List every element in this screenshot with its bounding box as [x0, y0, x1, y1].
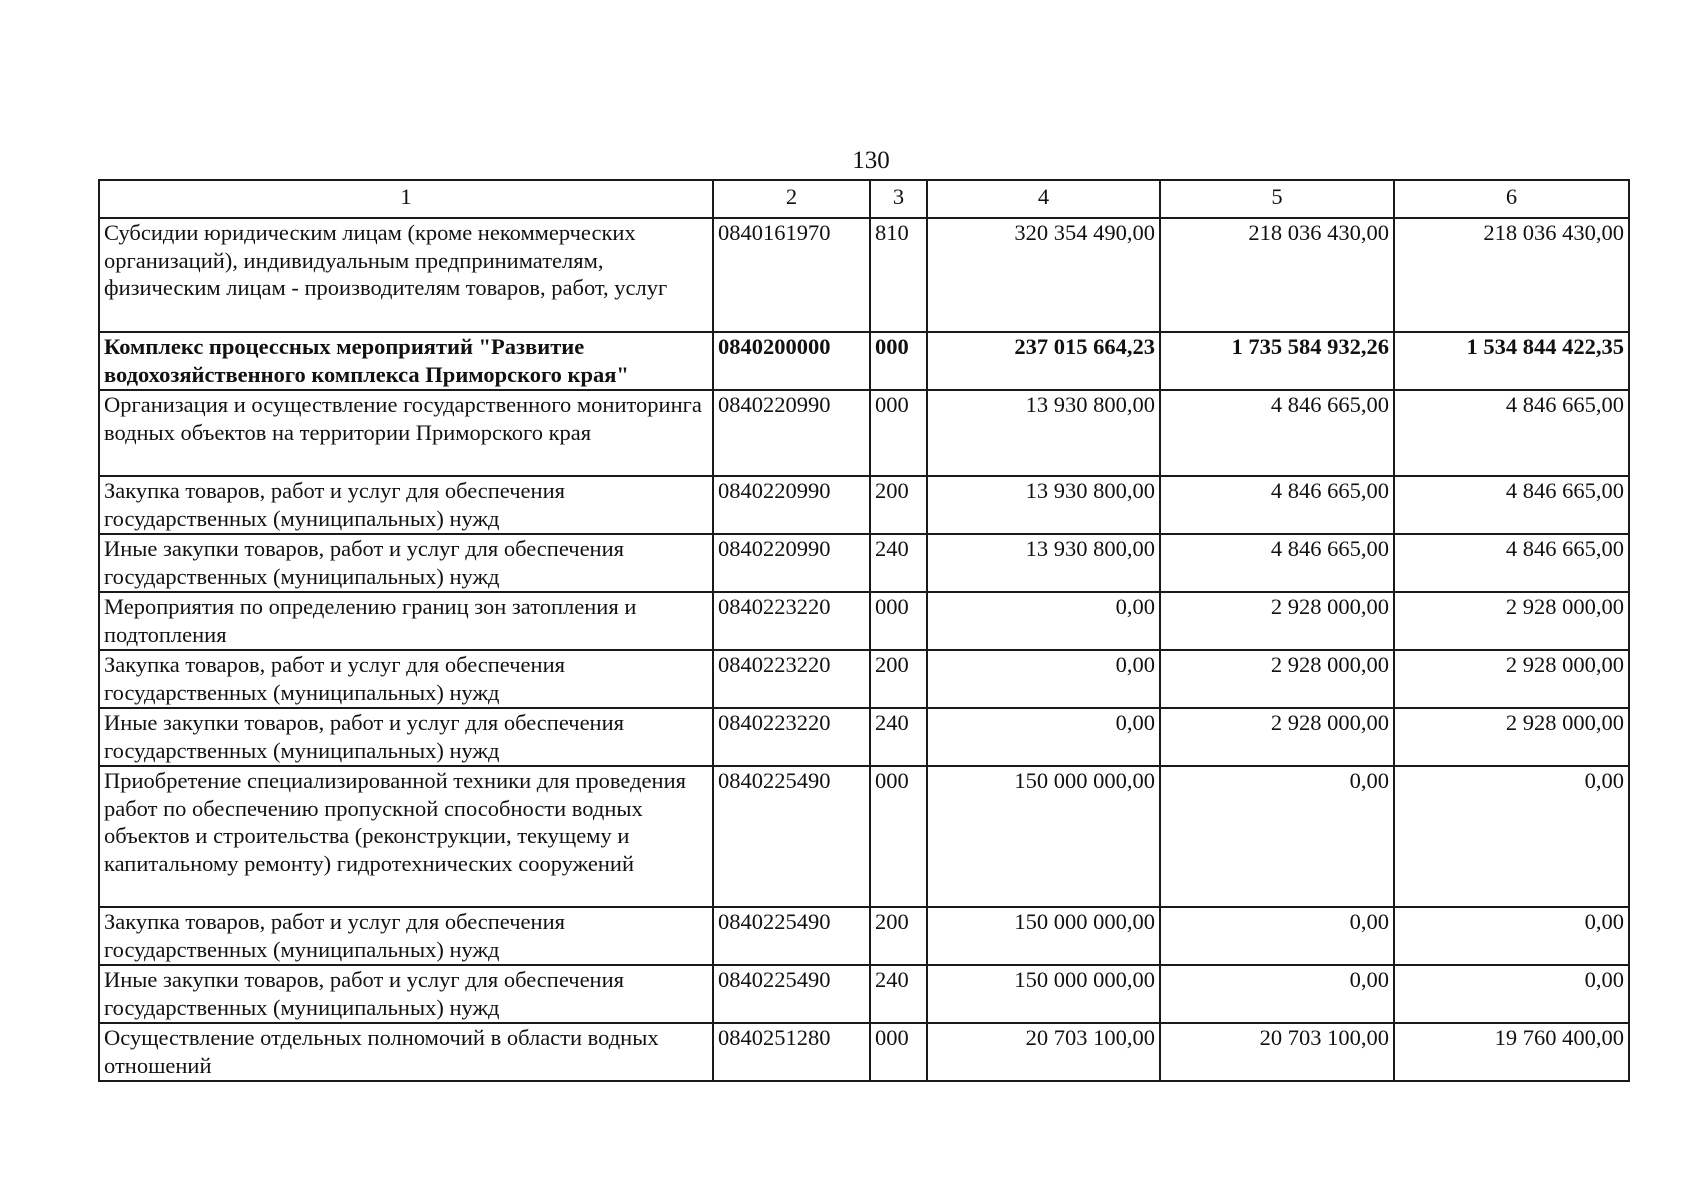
row-value-4: 0,00: [927, 708, 1160, 766]
row-value-5: 20 703 100,00: [1160, 1023, 1394, 1081]
table-row: [99, 390, 1629, 476]
row-type: 200: [870, 907, 927, 965]
row-type: 200: [870, 476, 927, 534]
row-value-4: 150 000 000,00: [927, 766, 1160, 907]
table-row: [99, 650, 1629, 708]
row-value-5: 2 928 000,00: [1160, 708, 1394, 766]
row-name: Мероприятия по определению границ зон затопления и подтопления: [99, 592, 713, 650]
budget-table: [98, 179, 1630, 1082]
row-value-4: 13 930 800,00: [927, 476, 1160, 534]
column-header: 3: [870, 180, 927, 218]
column-header: 1: [99, 180, 713, 218]
row-name: Субсидии юридическим лицам (кроме некоммерческих организаций), индивидуальным предпринимателям, физическим лицам - производителям товаров, работ, услуг: [99, 218, 713, 332]
row-value-4: 0,00: [927, 650, 1160, 708]
row-value-6: 0,00: [1394, 965, 1629, 1023]
row-value-6: 4 846 665,00: [1394, 390, 1629, 476]
table-row: [99, 766, 1629, 907]
table-row: [99, 332, 1629, 390]
row-value-6: 218 036 430,00: [1394, 218, 1629, 332]
row-type: 000: [870, 332, 927, 390]
table-row: [99, 708, 1629, 766]
row-code: 0840220990: [713, 534, 870, 592]
row-value-4: 237 015 664,23: [927, 332, 1160, 390]
row-value-5: 2 928 000,00: [1160, 592, 1394, 650]
table-row: [99, 218, 1629, 332]
row-code: 0840200000: [713, 332, 870, 390]
row-name: Приобретение специализированной техники для проведения работ по обеспечению пропускной способности водных объектов и строительства (реконструкции, текущему и капитальному ремонту) гидротехнических сооружений: [99, 766, 713, 907]
row-value-6: 0,00: [1394, 907, 1629, 965]
row-code: 0840220990: [713, 390, 870, 476]
row-name: Комплекс процессных мероприятий "Развитие водохозяйственного комплекса Приморского края": [99, 332, 713, 390]
row-value-5: 4 846 665,00: [1160, 534, 1394, 592]
table-row: [99, 965, 1629, 1023]
row-type: 200: [870, 650, 927, 708]
row-type: 240: [870, 708, 927, 766]
row-value-5: 0,00: [1160, 766, 1394, 907]
table-row: [99, 476, 1629, 534]
row-code: 0840220990: [713, 476, 870, 534]
row-value-5: 0,00: [1160, 965, 1394, 1023]
column-header: 2: [713, 180, 870, 218]
header-row: [99, 180, 1629, 218]
row-type: 000: [870, 1023, 927, 1081]
row-value-6: 4 846 665,00: [1394, 534, 1629, 592]
row-type: 000: [870, 390, 927, 476]
row-code: 0840161970: [713, 218, 870, 332]
row-name: Организация и осуществление государственного мониторинга водных объектов на территории Приморского края: [99, 390, 713, 476]
row-code: 0840225490: [713, 907, 870, 965]
row-code: 0840225490: [713, 766, 870, 907]
table-row: [99, 907, 1629, 965]
column-header: 5: [1160, 180, 1394, 218]
row-value-6: 1 534 844 422,35: [1394, 332, 1629, 390]
row-name: Иные закупки товаров, работ и услуг для обеспечения государственных (муниципальных) нужд: [99, 965, 713, 1023]
row-name: Закупка товаров, работ и услуг для обеспечения государственных (муниципальных) нужд: [99, 476, 713, 534]
row-code: 0840223220: [713, 650, 870, 708]
row-value-6: 2 928 000,00: [1394, 650, 1629, 708]
table-row: [99, 592, 1629, 650]
row-value-6: 2 928 000,00: [1394, 708, 1629, 766]
row-type: 240: [870, 534, 927, 592]
row-value-4: 13 930 800,00: [927, 534, 1160, 592]
row-name: Иные закупки товаров, работ и услуг для обеспечения государственных (муниципальных) нужд: [99, 708, 713, 766]
row-type: 000: [870, 592, 927, 650]
row-value-4: 20 703 100,00: [927, 1023, 1160, 1081]
row-type: 000: [870, 766, 927, 907]
row-value-4: 0,00: [927, 592, 1160, 650]
row-value-6: 19 760 400,00: [1394, 1023, 1629, 1081]
row-value-4: 320 354 490,00: [927, 218, 1160, 332]
row-name: Осуществление отдельных полномочий в области водных отношений: [99, 1023, 713, 1081]
row-value-5: 4 846 665,00: [1160, 390, 1394, 476]
row-code: 0840223220: [713, 592, 870, 650]
row-value-5: 1 735 584 932,26: [1160, 332, 1394, 390]
row-value-4: 150 000 000,00: [927, 965, 1160, 1023]
row-value-5: 4 846 665,00: [1160, 476, 1394, 534]
table-row: [99, 1023, 1629, 1081]
column-header: 6: [1394, 180, 1629, 218]
row-value-6: 4 846 665,00: [1394, 476, 1629, 534]
row-value-6: 0,00: [1394, 766, 1629, 907]
row-value-5: 2 928 000,00: [1160, 650, 1394, 708]
row-code: 0840225490: [713, 965, 870, 1023]
row-code: 0840223220: [713, 708, 870, 766]
row-name: Закупка товаров, работ и услуг для обеспечения государственных (муниципальных) нужд: [99, 907, 713, 965]
row-value-4: 13 930 800,00: [927, 390, 1160, 476]
row-code: 0840251280: [713, 1023, 870, 1081]
row-value-5: 218 036 430,00: [1160, 218, 1394, 332]
row-name: Закупка товаров, работ и услуг для обеспечения государственных (муниципальных) нужд: [99, 650, 713, 708]
row-name: Иные закупки товаров, работ и услуг для обеспечения государственных (муниципальных) нужд: [99, 534, 713, 592]
row-value-4: 150 000 000,00: [927, 907, 1160, 965]
row-type: 240: [870, 965, 927, 1023]
page-number: 130: [852, 147, 890, 174]
row-value-5: 0,00: [1160, 907, 1394, 965]
column-header: 4: [927, 180, 1160, 218]
row-value-6: 2 928 000,00: [1394, 592, 1629, 650]
table-row: [99, 534, 1629, 592]
row-type: 810: [870, 218, 927, 332]
